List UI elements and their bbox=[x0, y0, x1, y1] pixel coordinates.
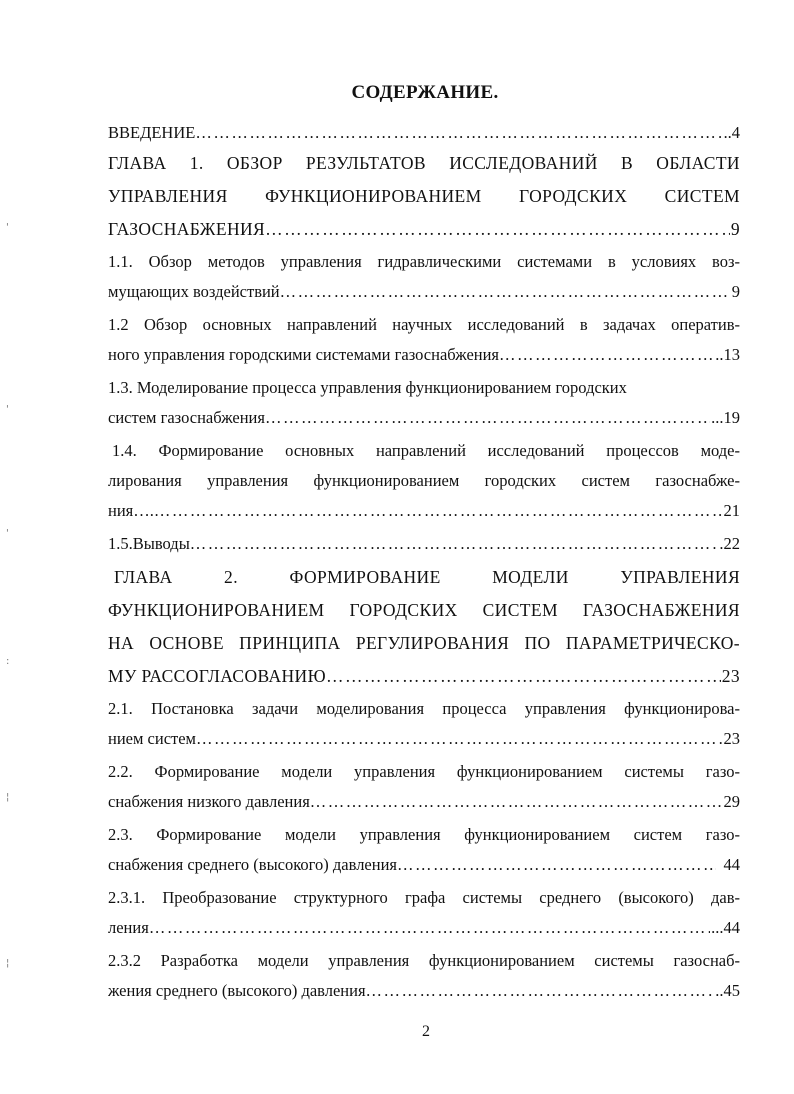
toc-entry-2-2-line-2: снабжения низкого давления ……………………………………………………………………………………………………………………………………………………………………………………………… 29 bbox=[108, 787, 740, 817]
leader-dots bbox=[195, 118, 726, 148]
toc-entry-2-1-line-2: нием систем ……………………………………………………………………………………………………………………………………………………………………………………………… 23 bbox=[108, 724, 740, 754]
toc-entry-2-3-line-2: снабжения среднего (высокого) давления ……………………………………………………………………………………………………………………………………………………………………………………………… 44 bbox=[108, 850, 740, 880]
toc-entry-2-3-line-1: 2.3. Формирование модели управления функционированием систем газо- bbox=[108, 825, 740, 844]
toc-entry-1-4-line-3: ния…. ……………………………………………………………………………………………………………………………………………………………………………………………… 21 bbox=[108, 496, 740, 526]
toc-entry-chapter-2-line-1: ГЛАВА 2. ФОРМИРОВАНИЕ МОДЕЛИ УПРАВЛЕНИЯ bbox=[114, 567, 740, 587]
toc-page-number: .4 bbox=[727, 123, 740, 142]
leader-dots bbox=[190, 529, 719, 559]
leader-dots bbox=[366, 976, 715, 1006]
toc-page-number: 29 bbox=[723, 792, 740, 811]
toc-entry-2-3-1-line-1: 2.3.1. Преобразование структурного графа системы среднего (высокого) дав- bbox=[108, 888, 740, 907]
toc-page-number: 9 bbox=[730, 219, 740, 239]
leader-dots bbox=[265, 214, 730, 244]
toc-entry-1-1-line-1: 1.1. Обзор методов управления гидравлическими системами в условиях воз- bbox=[108, 252, 740, 271]
toc-entry-2-3-1-line-2: ления ……………………………………………………………………………………………………………………………………………………………………………………………… ...44 bbox=[108, 913, 740, 943]
toc-entry-chapter-1-line-2: УПРАВЛЕНИЯ ФУНКЦИОНИРОВАНИЕМ ГОРОДСКИХ СИСТЕМ bbox=[108, 186, 740, 206]
toc-entry-1-2-line-1: 1.2 Обзор основных направлений научных исследований в задачах оператив- bbox=[108, 315, 740, 334]
toc-entry-1-3-line-1: 1.3. Моделирование процесса управления функционированием городских bbox=[108, 378, 627, 397]
leader-dots bbox=[326, 661, 721, 691]
toc-entry-2-3-2-line-2: жения среднего (высокого) давления ……………………………………………………………………………………………………………………………………………………………………………………………… ..45 bbox=[108, 976, 740, 1006]
leader-dots bbox=[397, 850, 716, 880]
toc-entry-chapter-2-line-2: ФУНКЦИОНИРОВАНИЕМ ГОРОДСКИХ СИСТЕМ ГАЗОСНАБЖЕНИЯ bbox=[108, 600, 740, 620]
leader-dots bbox=[196, 724, 722, 754]
toc-entry-2-1-line-1: 2.1. Постановка задачи моделирования процесса управления функционирова- bbox=[108, 699, 740, 718]
toc-entry-1-4-line-1: 1.4. Формирование основных направлений исследований процессов моде- bbox=[112, 441, 740, 460]
leader-dots bbox=[149, 913, 710, 943]
page-number: 2 bbox=[422, 1023, 430, 1040]
table-of-contents bbox=[108, 118, 740, 1006]
leader-dots bbox=[280, 277, 731, 307]
scan-artifact: ' bbox=[6, 222, 9, 233]
scan-artifact: ' bbox=[6, 528, 9, 539]
scan-artifact: : bbox=[6, 656, 10, 667]
toc-entry-1-4-line-2: лирования управления функционированием городских систем газоснабже- bbox=[108, 471, 740, 490]
scan-artifact: ¦ bbox=[6, 792, 10, 803]
toc-entry-1-2-line-2: ного управления городскими системами газоснабжения ……………………………………………………………………………………………………………………………………………………………………………………………… ..13 bbox=[108, 340, 740, 370]
toc-entry-chapter-2-line-4: МУ РАССОГЛАСОВАНИЮ ……………………………………………………………………………………………………………………………………………………………………………………………… 23 bbox=[108, 661, 740, 691]
toc-page-number: 9 bbox=[731, 282, 740, 301]
scan-artifact: ¦ bbox=[6, 958, 10, 969]
toc-entry-chapter-1-line-3: ГАЗОСНАБЖЕНИЯ ……………………………………………………………………………………………………………………………………………………………………………………………… 9 bbox=[108, 214, 740, 244]
toc-entry-1-1-line-2: мущающих воздействий ……………………………………………………………………………………………………………………………………………………………………………………………… 9 bbox=[108, 277, 740, 307]
toc-entry-chapter-1-line-1: ГЛАВА 1. ОБЗОР РЕЗУЛЬТАТОВ ИССЛЕДОВАНИЙ В ОБЛАСТИ bbox=[108, 153, 740, 173]
toc-page-number: 23 bbox=[721, 666, 740, 686]
toc-page-number: ..45 bbox=[715, 981, 740, 1000]
toc-page-number: 21 bbox=[723, 501, 740, 520]
toc-entry-1-5: 1.5.Выводы ……………………………………………………………………………………………………………………………………………………………………………………………… .22 bbox=[108, 529, 740, 559]
toc-entry-2-2-line-1: 2.2. Формирование модели управления функционированием системы газо- bbox=[108, 762, 740, 781]
page-title: СОДЕРЖАНИЕ. bbox=[351, 82, 499, 103]
toc-entry-1-3-line-2: систем газоснабжения ……………………………………………………………………………………………………………………………………………………………………………………………… ...19 bbox=[108, 403, 740, 433]
leader-dots bbox=[310, 787, 723, 817]
toc-page-number: .22 bbox=[719, 534, 740, 553]
toc-entry-text: ВВЕДЕНИЕ bbox=[108, 123, 196, 142]
toc-page-number: ...44 bbox=[711, 918, 740, 937]
leader-dots bbox=[499, 340, 714, 370]
scan-artifact: ' bbox=[6, 404, 9, 415]
toc-page-number: ..13 bbox=[715, 345, 740, 364]
toc-page-number: 44 bbox=[723, 855, 740, 874]
leader-dots bbox=[265, 403, 710, 433]
toc-page-number: 23 bbox=[723, 729, 740, 748]
toc-entry-2-3-2-line-1: 2.3.2 Разработка модели управления функционированием системы газоснаб- bbox=[108, 951, 740, 970]
toc-entry-chapter-2-line-3: НА ОСНОВЕ ПРИНЦИПА РЕГУЛИРОВАНИЯ ПО ПАРАМЕТРИЧЕСКО- bbox=[108, 633, 740, 653]
toc-entry-intro bbox=[108, 118, 740, 148]
leader-dots bbox=[154, 496, 723, 526]
toc-page-number: ...19 bbox=[711, 408, 740, 427]
